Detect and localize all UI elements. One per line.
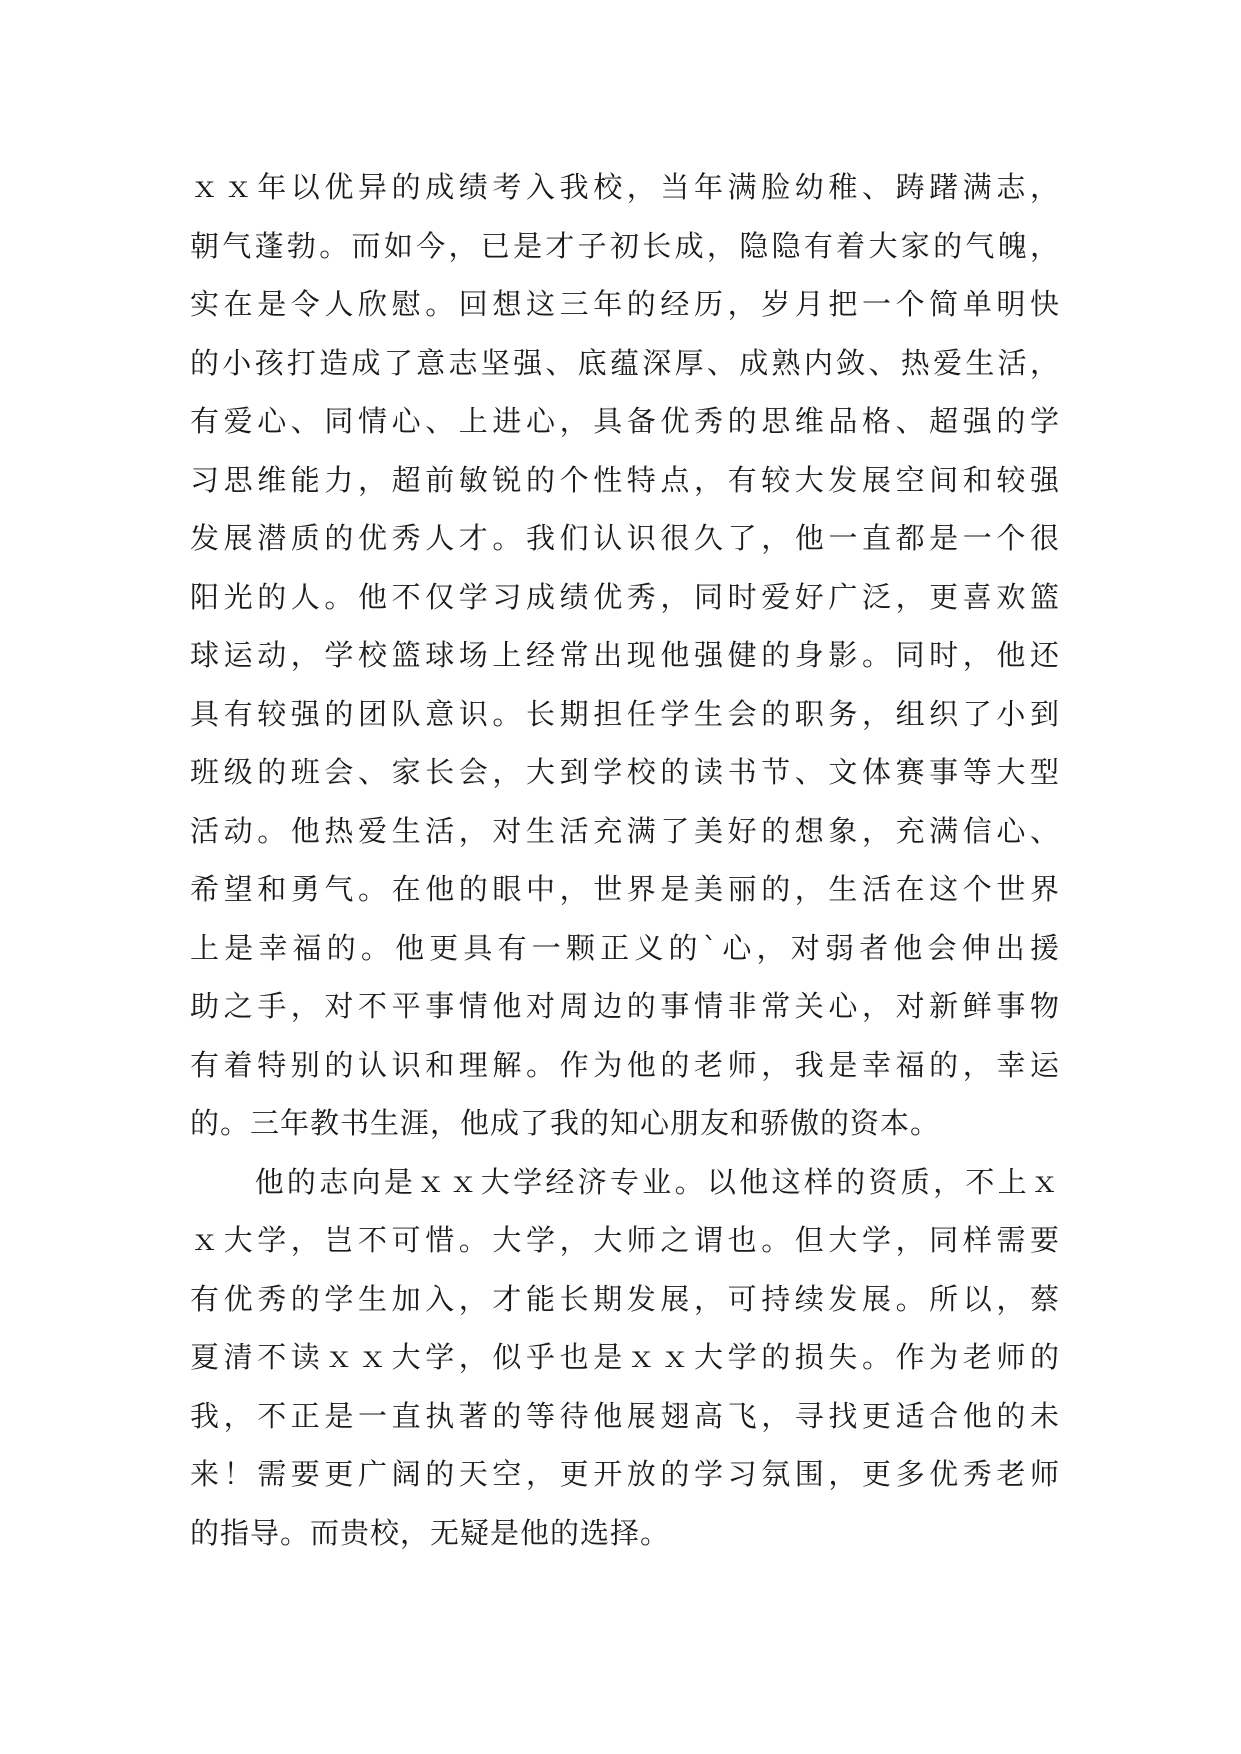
- text-line: ｘｘ年以优异的成绩考入我校，当年满脸幼稚、踌躇满志，: [190, 170, 1060, 204]
- text-line: 助之手，对不平事情他对周边的事情非常关心，对新鲜事物: [190, 989, 1060, 1023]
- paragraph-end-line: 的指导。而贵校，无疑是他的选择。: [190, 1515, 671, 1550]
- text-line: 有优秀的学生加入，才能长期发展，可持续发展。所以，蔡: [190, 1281, 1060, 1316]
- text-line: 班级的班会、家长会，大到学校的读书节、文体赛事等大型: [190, 755, 1060, 789]
- text-line: 习思维能力，超前敏锐的个性特点，有较大发展空间和较强: [190, 462, 1060, 497]
- text-line: 的小孩打造成了意志坚强、底蕴深厚、成熟内敛、热爱生活，: [190, 345, 1060, 380]
- text-line: 球运动，学校篮球场上经常出现他强健的身影。同时，他还: [190, 638, 1060, 672]
- text-line: 有着特别的认识和理解。作为他的老师，我是幸福的，幸运: [190, 1047, 1060, 1082]
- text-line: 朝气蓬勃。而如今，已是才子初长成，隐隐有着大家的气魄，: [190, 228, 1060, 263]
- text-line: 活动。他热爱生活，对生活充满了美好的想象，充满信心、: [190, 813, 1060, 848]
- text-line: 阳光的人。他不仅学习成绩优秀，同时爱好广泛，更喜欢篮: [190, 579, 1060, 614]
- text-line: 有爱心、同情心、上进心，具备优秀的思维品格、超强的学: [190, 404, 1060, 438]
- body-text: [190, 158, 1060, 1562]
- text-line: ｘ大学，岂不可惜。大学，大师之谓也。但大学，同样需要: [190, 1223, 1060, 1257]
- text-line: 他的志向是ｘｘ大学经济专业。以他这样的资质，不上ｘ: [190, 1164, 1060, 1199]
- text-line: 夏清不读ｘｘ大学，似乎也是ｘｘ大学的损失。作为老师的: [190, 1340, 1060, 1374]
- text-line: 来！需要更广阔的天空，更开放的学习氛围，更多优秀老师: [190, 1457, 1060, 1491]
- text-line: 上是幸福的。他更具有一颗正义的`心，对弱者他会伸出援: [190, 930, 1060, 965]
- paragraph-end-line: 的。三年教书生涯，他成了我的知心朋友和骄傲的资本。: [190, 1106, 941, 1140]
- text-line: 发展潜质的优秀人才。我们认识很久了，他一直都是一个很: [190, 521, 1060, 555]
- text-line: 我，不正是一直执著的等待他展翅高飞，寻找更适合他的未: [190, 1398, 1060, 1433]
- text-line: 实在是令人欣慰。回想这三年的经历，岁月把一个简单明快: [190, 287, 1060, 321]
- text-line: 具有较强的团队意识。长期担任学生会的职务，组织了小到: [190, 696, 1060, 731]
- text-line: 希望和勇气。在他的眼中，世界是美丽的，生活在这个世界: [190, 872, 1060, 906]
